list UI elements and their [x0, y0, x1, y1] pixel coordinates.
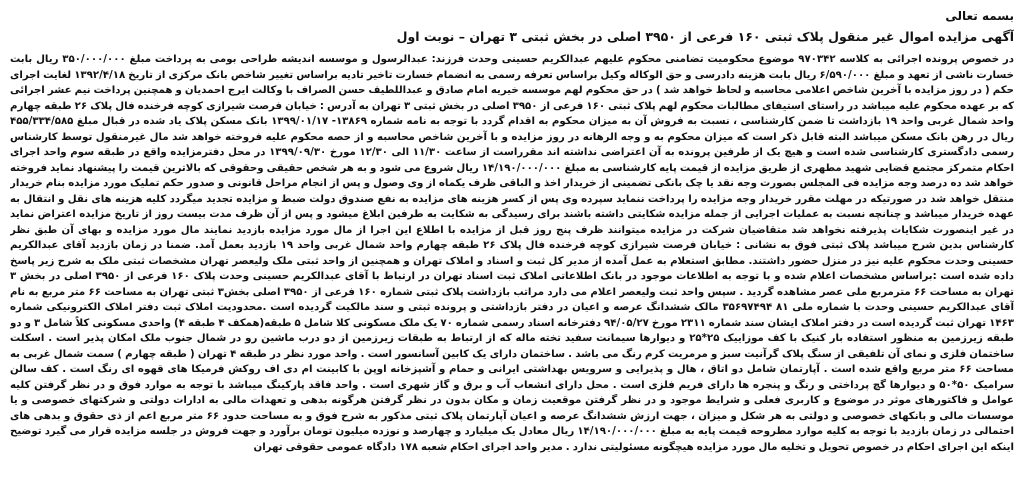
- notice-title: آگهی مزایده اموال غیر منقول پلاک ثبتی ۱۶۰ فرعی از ۳۹۵۰ اصلی در بخش ثبتی ۳ تهران – نوبت اول: [396, 29, 1014, 44]
- auction-notice-page: [10, 8, 1014, 492]
- notice-body: در خصوص پرونده اجرائی به کلاسه ۹۷۰۳۴۲ موضوع محکومیت تضامنی محکوم علیهم عبدالکریم حسینی وحدت فرزند: عبدالرسول و موسسه اندیشه طراحی بومی به پرداخت مبلغ ۳۵۰/۰۰۰/۰۰۰ ریال بابت خسارت ناشی از تعهد و مبلغ ۶/۵۹۰/۰۰۰ ریال بابت هزینه دادرسی و حق الوکاله وکیل براساس تعرفه رسمی به انضمام خسارت تاخیر تادیه براساس تغییر شاخص بانک مرکزی از تاریخ ۱۳۹۲/۴/۱۸ لغایت اجرای حکم ( در روز مزایده با آخرین شاخص اعلامی محاسبه و لحاظ خواهد شد ) در حق محکوم لهم موسسه خیریه امام صادق و عبداللطیف حسن الصراف با وکالت ایرج احمدیان و همچنین پرداخت نیم عشر اجرائی که بر عهده محکوم علیه میباشد در راستای استیفای مطالبات محکوم لهم پلاک ثبتی ۱۶۰ فرعی از ۳۹۵۰ اصلی در بخش ثبتی ۳ تهران به آدرس : خیابان فرصت شیرازی کوچه فرخنده فال پلاک ۲۶ طبقه چهارم واحد شمال غربی واحد ۱۹ بازداشت تا ضمن کارشناسی ، نسبت به فروش آن به میزان محکوم به اقدام گردد با توجه به نامه شماره ۱۳۸۶۹- ۱۳۹۹/۰۱/۱۷ بانک مسکن پلاک یاد شده در قبال مبلغ ۴۵۵/۳۳۴/۵۸۵ ریال در رهن بانک مسکن میباشد البته قابل ذکر است که میزان محکوم به و وجه الرهانه در روز مزایده و با آخرین شاخص محاسبه و از حصه محکوم علیه فروخته خواهد شد مال غیرمنقول توسط کارشناس رسمی دادگستری کارشناسی شده است و هیچ یک از طرفین پرونده به آن اعتراضی نداشته اند مقرراست از ساعت ۱۱/۳۰ الی ۱۲/۳۰ مورخ ۱۳۹۹/۰۹/۳۰ در محل دفترمزایده واقع در طبقه سوم واحد اجرای احکام متمرکز مجتمع قضایی شهید مطهری از طریق مزایده از قیمت پایه کارشناسی به مبلغ ۱۴/۱۹۰/۰۰۰/۰۰۰ ریال شروع می شود و به هر شخص حقیقی وحقوقی که بالاترین قیمت را پیشنهاد نماید فروخته خواهد شد ده درصد وجه مزایده فی المجلس بصورت وجه نقد یا چک بانکی تضمینی از خریدار اخذ و الباقی ظرف یکماه از وی وصول و پس از انجام مراحل قانونی و صدور حکم تملیک مورد مزایده بنام خریدار منتقل خواهد شد در صورتیکه در مهلت مقرر خریدار وجه مزایده را پرداخت ننماید سپرده وی پس از کسر هزینه های مزایده به نفع صندوق دولت ضبط و مزایده تجدید میگردد کلیه هزینه های نقل و انتقال به عهده خریدار میباشد و چنانچه نسبت به عملیات اجرایی از جمله مزایده شکایتی داشته باشند برای رسیدگی به شکایت به طرفین ابلاغ میشود و پس از آن ظرف مدت بیست روز از تاریخ مزایده اعتراض نماید در غیر اینصورت شکایات پذیرفته نخواهد شد متقاضیان شرکت در مزایده میتوانند ظرف پنج روز قبل از مزایده با اطلاع این اجرا از مال مورد مزایده بازدید نمایند مال مورد مزایده و بهای آن طبق نظر کارشناس بدین شرح میباشد پلاک ثبتی فوق به نشانی : خیابان فرصت شیرازی کوچه فرخنده فال پلاک ۲۶ طبقه چهارم واحد شمال غربی واحد ۱۹ بازدید بعمل آمد. ضمنا در زمان بازدید آقای عبدالکریم حسینی وحدت محکوم علیه نیز در منزل حضور داشتند. مطابق استعلام به عمل آمده از مدیر کل ثبت و اسناد و املاک تهران و همچنین از واحد ثبتی ملک ولیعصر تهران مشخصات ثبتی ملک به شرح زیر پاسخ داده شده است :براساس مشخصات اعلام شده و با توجه به اطلاعات موجود در بانک اطلاعاتی املاک ثبت اسناد تهران در ارتباط با آقای عبدالکریم حسینی وحدت پلاک ۱۶۰ فرعی از ۳۹۵۰ اصلی در بخش ۳ تهران به مساحت ۶۶ مترمربع ملی عصر مشاهده گردید . سپس واحد ثبت ولیعصر اعلام می دارد مراتب بازداشت پلاک ثبتی شماره ۱۶۰ فرعی از ۳۹۵۰ اصلی بخش۳ ثبتی تهران به مساحت ۶۶ متر مربع به نام آقای عبدالکریم حسینی وحدت با شماره ملی ۸۱ ۳۵۶۹۷۴۹۴ مالک ششدانگ عرصه و اعیان در دفتر بازداشتی و پرونده ثبتی و سند مالکیت گردیده است .محدودیت املاک ثبت دفتر املاک الکترونیکی شماره ۱۴۶۳ تهران ثبت گردیده است در دفتر املاک ایشان سند شماره ۲۳۱۱ مورخ ۹۴/۰۵/۲۷ دفترخانه اسناد رسمی شماره ۷۰ یک ملک مسکونی کلا شامل ۵ طبقه(همکف ۴ طبقه ۴) واحدی مسکونی کلاً شامل ۳ و دو طبقه زیرزمین به منظور استفاده بار کنیک با کف موزاییک ۲۵*۲۵ و دیوارها سیمانت سفید تخته ماله که از ارتباط به طبقات زیرزمین از دو درب ماشین رو در شمال جنوب ملک امکان پذیر است . اسکلت ساختمان فلزی و نمای آن تلفیقی از سنگ پلاک گرآنیت سبز و مرمریت کرم رنگ می باشد . ساختمان دارای یک کابین آسانسور است . واحد مورد نظر در طبقه ۴ تهران ( طبقه چهارم ) سمت شمال غربی به مساحت ۶۶ متر مربع واقع شده است . آپارتمان شامل دو اتاق ، هال و پذیرایی و سرویس بهداشتی ایرانی و حمام و آشپزخانه اوپن با کابینت ام دی اف روکش فرمیکا های قهوه ای رنگ است . کف سالن سرامیک ۵۰*۵۰ و دیوارها گچ پرداختی و رنگ و پنجره ها دارای فریم فلزی است . محل دارای انشعاب آب و برق و گاز شهری است . واحد فاقد پارکینگ میباشد با توجه به موارد فوق و در نظر گرفتن کلیه عوامل و فاکتورهای موثر در موضوع و کاربری فعلی و شرایط موجود و در نظر گرفتن موقعیت زمان و مکان بدون در نظر گرفتن هرگونه بدهی و تعهدات مالی به ادارات دولتی و شرکتهای خصوصی و یا موسسات مالی و بانکهای خصوصی و دولتی به هر شکل و میزان ، جهت ارزش ششدانگ عرصه و اعیان آپارتمان پلاک ثبتی مذکور به شرح فوق و به مساحت حدود ۶۶ متر مربع اعم از ذی حقوق و بدهی های احتمالی در زمان بازدید با توجه به کلیه موارد مطروحه قیمت پایه به مبلغ ۱۴/۱۹۰/۰۰۰/۰۰۰ ریال معادل یک میلیارد و چهارصد و نوزده میلیون تومان برآورد و جهت فروش در جلسه مزایده قرار می گیرد توضیح اینکه این اجرای احکام در خصوص تحویل و تخلیه مال مورد مزایده هیچگونه مسئولیتی ندارد . مدیر واحد اجرای احکام شعبه ۱۷۸ دادگاه عمومی حقوقی تهران: [10, 54, 1014, 453]
- bismillah-heading: بسمه تعالی: [945, 9, 1014, 23]
